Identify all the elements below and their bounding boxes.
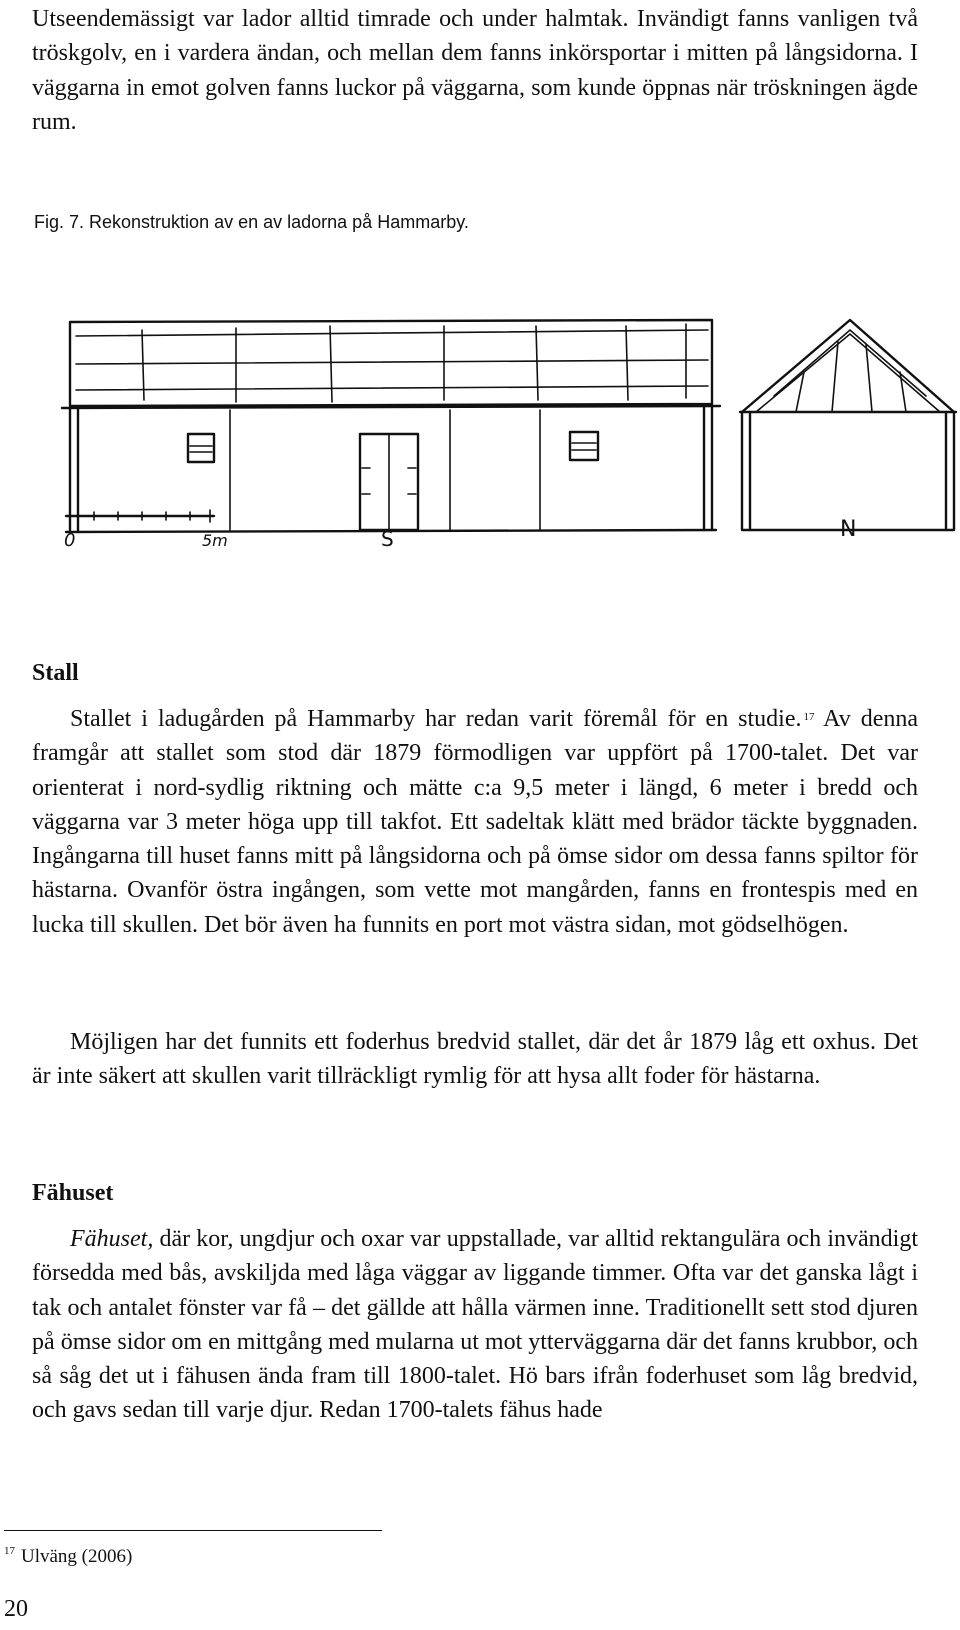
footnote-text: Ulväng (2006) bbox=[21, 1546, 133, 1567]
stall-paragraph-1-part-b: Av denna framgår att stallet som stod där 1879 förmodligen var uppfört på 1700-talet. Det var orienterat i nord-sydlig riktning och mätte c:a 9,5 meter i längd, 6 meter i bredd och väggarna var 3 meter höga upp till takfot. Ett sadeltak klätt med brädor täckte byggnaden. Ingångarna till huset fanns mitt på långsidorna och på ömse sidor om dessa fanns spiltor för hästarna. Ovanför östra ingången, som vette mot mangården, fanns en frontespis med en lucka till skullen. Det bör även ha funnits en port mot västra sidan, mot gödselhögen. bbox=[32, 706, 919, 938]
direction-north-label: N bbox=[840, 517, 857, 542]
stall-heading: Stall bbox=[32, 660, 79, 686]
fahuset-italic-term: Fähuset, bbox=[70, 1226, 154, 1252]
footnote-divider bbox=[4, 1530, 382, 1531]
barn-long-side-elevation bbox=[62, 320, 720, 532]
page-number: 20 bbox=[4, 1596, 28, 1622]
scale-start-label: 0 bbox=[64, 530, 76, 551]
fahuset-heading: Fähuset bbox=[32, 1180, 114, 1206]
stall-paragraph-2: Möjligen har det funnits ett foderhus bredvid stallet, där det år 1879 låg ett oxhus. Det är inte säkert att skullen varit tillräckligt rymlig för att hysa allt foder för hästarna. bbox=[32, 1029, 918, 1090]
stall-paragraph-1 bbox=[32, 702, 918, 942]
barn-gable-elevation bbox=[740, 320, 956, 530]
direction-south-label: S bbox=[381, 527, 394, 551]
stall-paragraph-1-part-a: Stallet i ladugården på Hammarby har redan varit föremål för en studie. bbox=[70, 706, 802, 732]
fahuset-paragraph-rest: där kor, ungdjur och oxar var uppstallade, var alltid rektangulära och invändigt försedda med bås, avskiljda med låga väggar av liggande timmer. Ofta var det ganska lågt i tak och antalet fönster var få – det gällde att hålla värmen inne. Traditionellt sett stod djuren på ömse sidor om en mittgång med mularna ut mot ytterväggarna där det fanns krubbor, och så såg det ut i fähusen ända fram till 1800-talet. Hö bars ifrån foderhuset som låg bredvid, och gavs sedan till varje djur. Redan 1700-talets fähus hade bbox=[32, 1226, 918, 1424]
footnote bbox=[4, 1546, 132, 1568]
footnote-reference: 17 bbox=[803, 711, 815, 723]
scale-bar bbox=[66, 510, 214, 522]
figure-caption: Fig. 7. Rekonstruktion av en av ladorna på Hammarby. bbox=[34, 212, 469, 232]
barn-reconstruction-drawing bbox=[0, 300, 960, 560]
scale-end-label: 5m bbox=[202, 531, 228, 550]
fahuset-paragraph bbox=[32, 1222, 918, 1428]
footnote-number: 17 bbox=[4, 1545, 15, 1557]
intro-paragraph: Utseendemässigt var lador alltid timrade och under halmtak. Invändigt fanns vanligen två tröskgolv, en i vardera ändan, och mellan dem fanns inkörsportar i mitten på långsidorna. I väggarna in emot golven fanns luckor på väggarna, som kunde öppnas när tröskningen ägde rum. bbox=[32, 6, 918, 135]
